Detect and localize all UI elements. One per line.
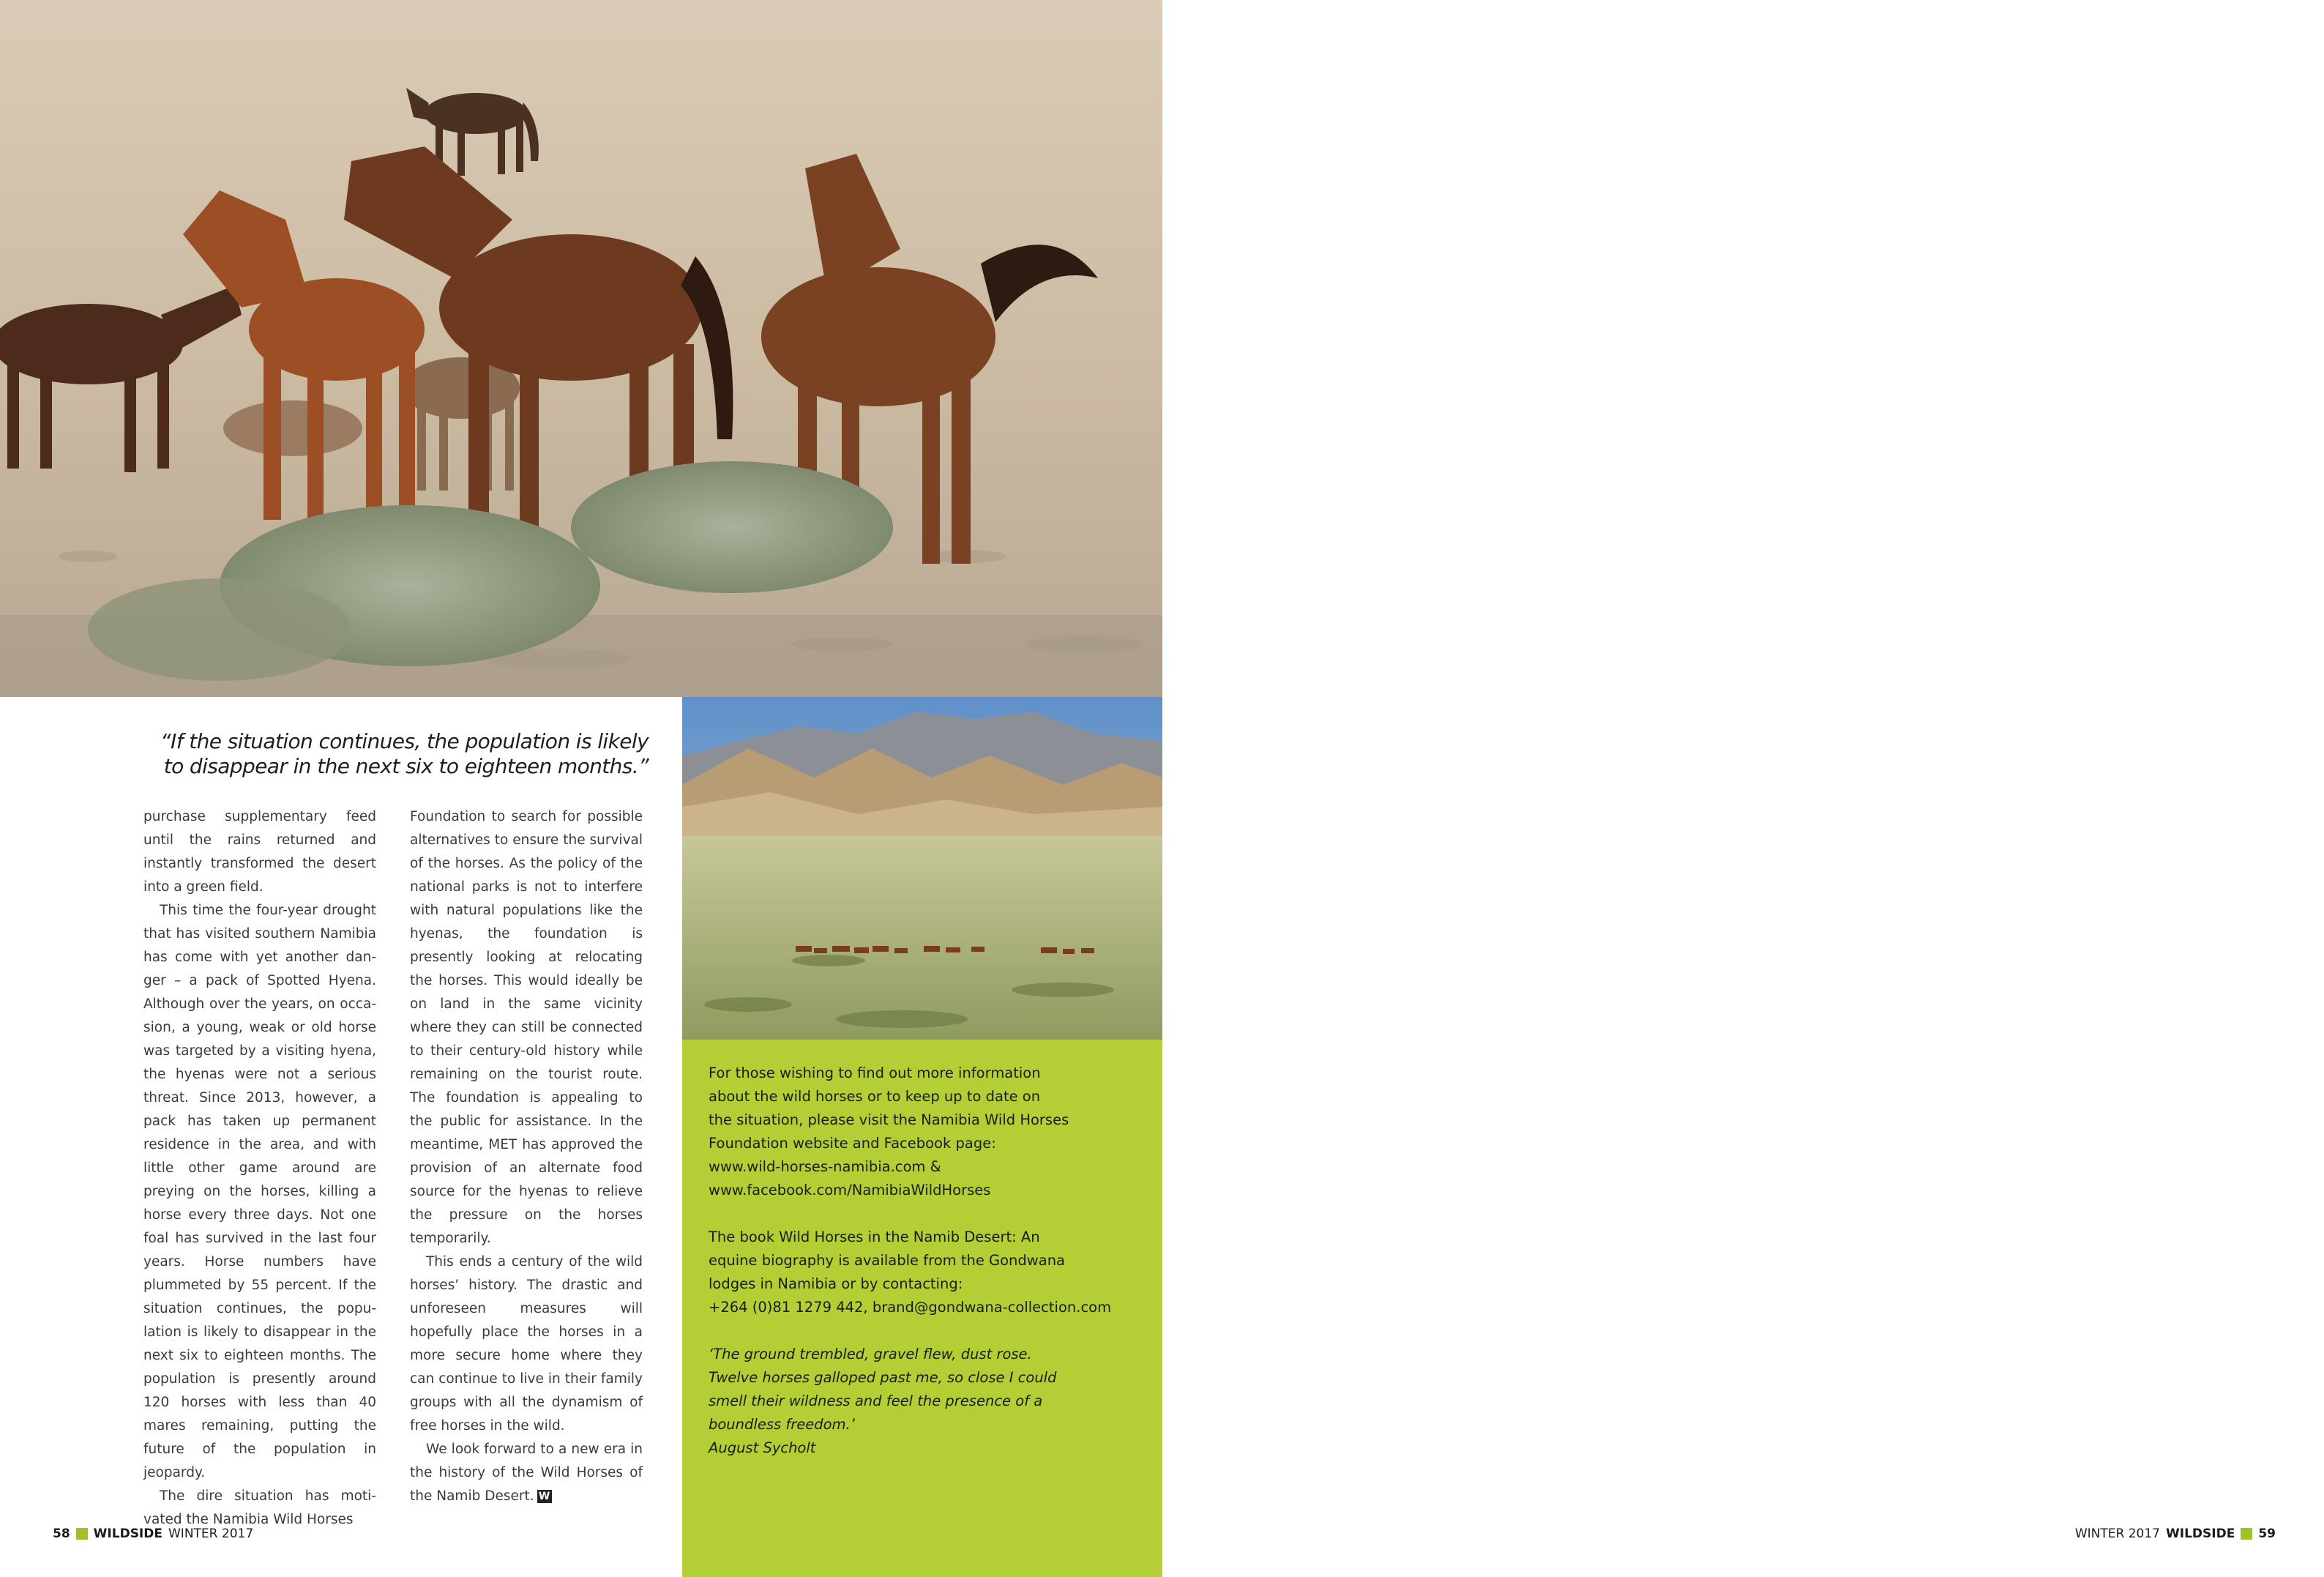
paragraph: The dire situation has motivated the Namibia Wild Horses [143, 1488, 376, 1527]
end-of-article-mark: W [537, 1490, 552, 1503]
green-square-icon [2241, 1528, 2252, 1540]
contact-line[interactable]: +264 (0)81 1279 442, brand@gondwana-collection.com [709, 1299, 1112, 1316]
quote-line: ‘The ground trembled, gravel flew, dust rose. [709, 1346, 1032, 1362]
paragraph: Foundation to search for possible alternatives to ensure the survival of the horses. As the policy of the national parks is not to interfere with natural populations like the hyenas, the foundation is presently looking at relocating the horses. This would ideally be on land in the same vicinity where they can still be connected to their century-old history while remaining on the tourist route. The foundation is appealing to the public for assistance. In the meantime, MET has approved the provision of an alternate food source for the hyenas to relieve the pressure on the horses temporarily. [410, 809, 643, 1246]
paragraph: This ends a century of the wild horses’ history. The drastic and unforeseen measures will hopefully place the horses in a more secure home where they can continue to live in their family groups with all the dynamism of free horses in the wild. [410, 1254, 643, 1434]
pull-quote-line: “If the situation continues, the population is likely [160, 729, 649, 753]
paragraph: purchase supplementary feed until the rains returned and instantly transformed the desert into a green field. [143, 809, 376, 895]
article-column-2 [410, 805, 643, 1508]
article-column-1 [143, 805, 376, 1532]
pull-quote [143, 729, 649, 779]
info-line: equine biography is available from the Gondwana [709, 1252, 1066, 1269]
green-square-icon [76, 1528, 88, 1540]
info-line: the situation, please visit the Namibia Wild Horses [709, 1111, 1069, 1128]
paragraph [410, 1438, 643, 1508]
pull-quote-line: to disappear in the next six to eighteen months.” [163, 754, 649, 778]
quote-line: smell their wildness and feel the presence of a [709, 1393, 1043, 1409]
paragraph: This time the four-year drought that has visited southern Namibia has come with yet another danger – a pack of Spotted Hyena. Although over the years, on occasion, a young, weak or old horse was targeted by a visiting hyena, the hyenas were not a serious threat. Since 2013, however, a pack has taken up permanent residence in the area, and with little other game around are preying on the horses, killing a horse every three days. Not one foal has survived in the last four years. Horse numbers have plummeted by 55 percent. If the situation continues, the population is likely to disappear in the next six to eighteen months. The population is presently around 120 horses with less than 40 mares remaining, putting the future of the population in jeopardy. [143, 903, 376, 1480]
facebook-link[interactable]: www.facebook.com/NamibiaWildHorses [709, 1182, 991, 1198]
info-line: about the wild horses or to keep up to date on [709, 1088, 1041, 1105]
issue-label: WINTER 2017 [168, 1526, 254, 1541]
paragraph-text: We look forward to a new era in the history of the Wild Horses of the Namib Desert. [410, 1442, 643, 1504]
folio-left [53, 1526, 253, 1541]
landscape-photo-namib-plain [682, 697, 1162, 1040]
info-line: For those wishing to find out more information [709, 1065, 1041, 1081]
quote-attribution: August Sycholt [709, 1439, 816, 1456]
page-number: 59 [2258, 1526, 2276, 1541]
info-line: lodges in Namibia or by contacting: [709, 1275, 963, 1292]
magazine-name: WILDSIDE [2166, 1526, 2235, 1541]
issue-label: WINTER 2017 [2074, 1526, 2160, 1541]
page-number: 58 [53, 1526, 70, 1541]
folio-right [2075, 1526, 2276, 1541]
info-line: The book Wild Horses in the Namib Desert: An [709, 1229, 1040, 1245]
quote-line: boundless freedom.’ [709, 1416, 855, 1433]
info-box [682, 1040, 1162, 1577]
hero-photo-wild-horses [0, 0, 1162, 697]
website-link[interactable]: www.wild-horses-namibia.com & [709, 1158, 941, 1175]
quote-line: Twelve horses galloped past me, so close I could [709, 1369, 1057, 1386]
info-line: Foundation website and Facebook page: [709, 1135, 996, 1152]
spacer [709, 1319, 1140, 1343]
magazine-name: WILDSIDE [93, 1526, 162, 1541]
spacer [709, 1202, 1140, 1226]
